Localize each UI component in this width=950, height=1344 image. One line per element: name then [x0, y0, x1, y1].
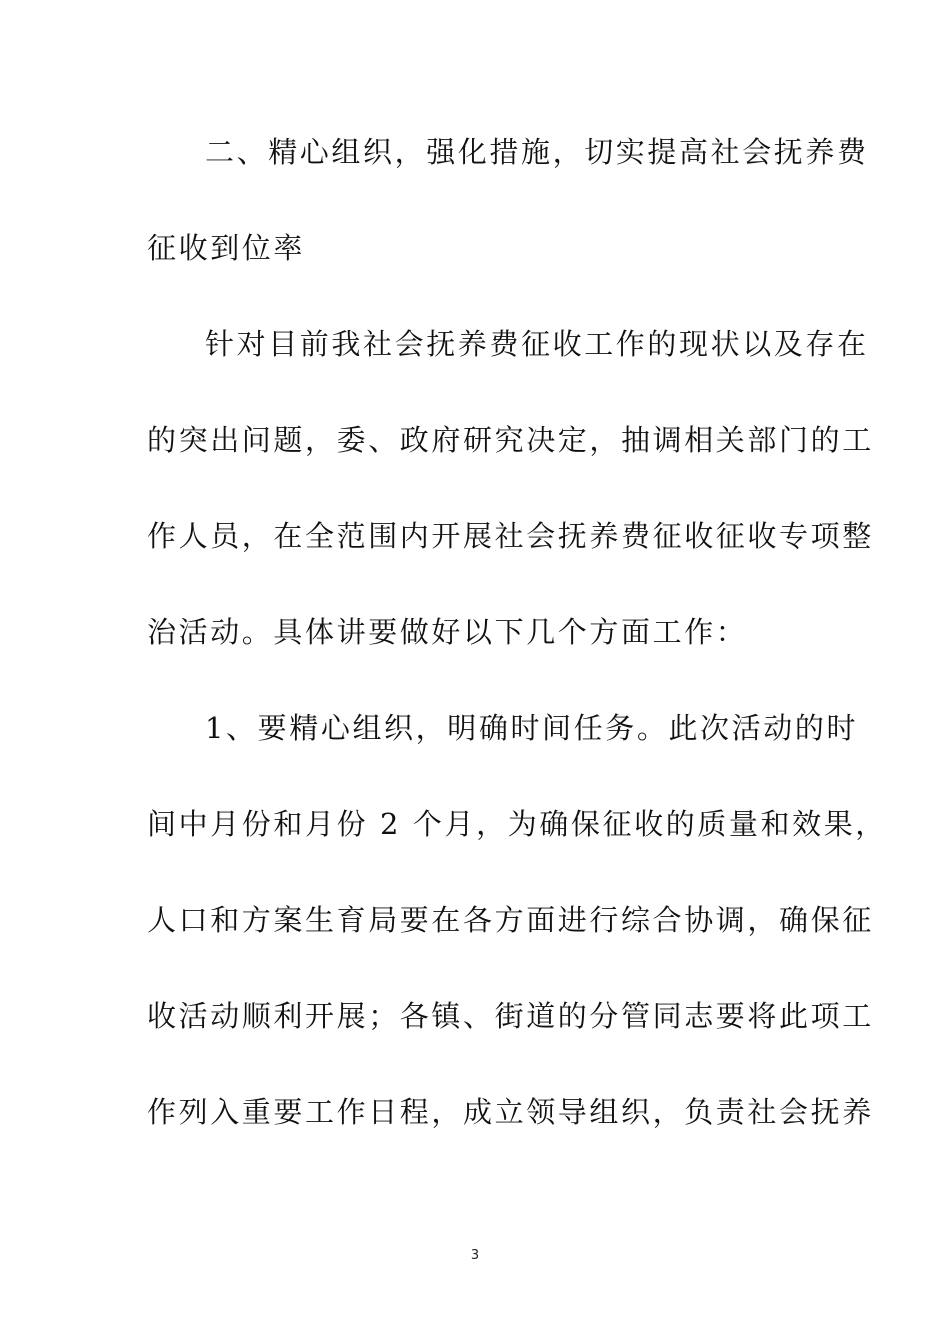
- section-heading-line-1: 二、精心组织，强化措施，切实提高社会抚养费: [205, 135, 869, 169]
- paragraph-line: 的突出问题，委、政府研究决定，抽调相关部门的工: [147, 423, 874, 457]
- paragraph-line: 1、要精心组织，明确时间任务。此次活动的时: [205, 711, 859, 745]
- section-heading-line-2: 征收到位率: [147, 231, 306, 265]
- paragraph-line: 人口和方案生育局要在各方面进行综合协调，确保征: [147, 903, 874, 937]
- paragraph-line: 治活动。具体讲要做好以下几个方面工作：: [147, 615, 748, 649]
- paragraph-line: 间中月份和月份 2 个月，为确保征收的质量和效果，: [147, 807, 887, 841]
- paragraph-line: 收活动顺利开展；各镇、街道的分管同志要将此项工: [147, 999, 874, 1033]
- paragraph-line: 作列入重要工作日程，成立领导组织，负责社会抚养: [147, 1095, 874, 1129]
- page-number: 3: [470, 1248, 480, 1263]
- paragraph-line: 针对目前我社会抚养费征收工作的现状以及存在: [205, 327, 869, 361]
- paragraph-line: 作人员，在全范围内开展社会抚养费征收征收专项整: [147, 519, 874, 553]
